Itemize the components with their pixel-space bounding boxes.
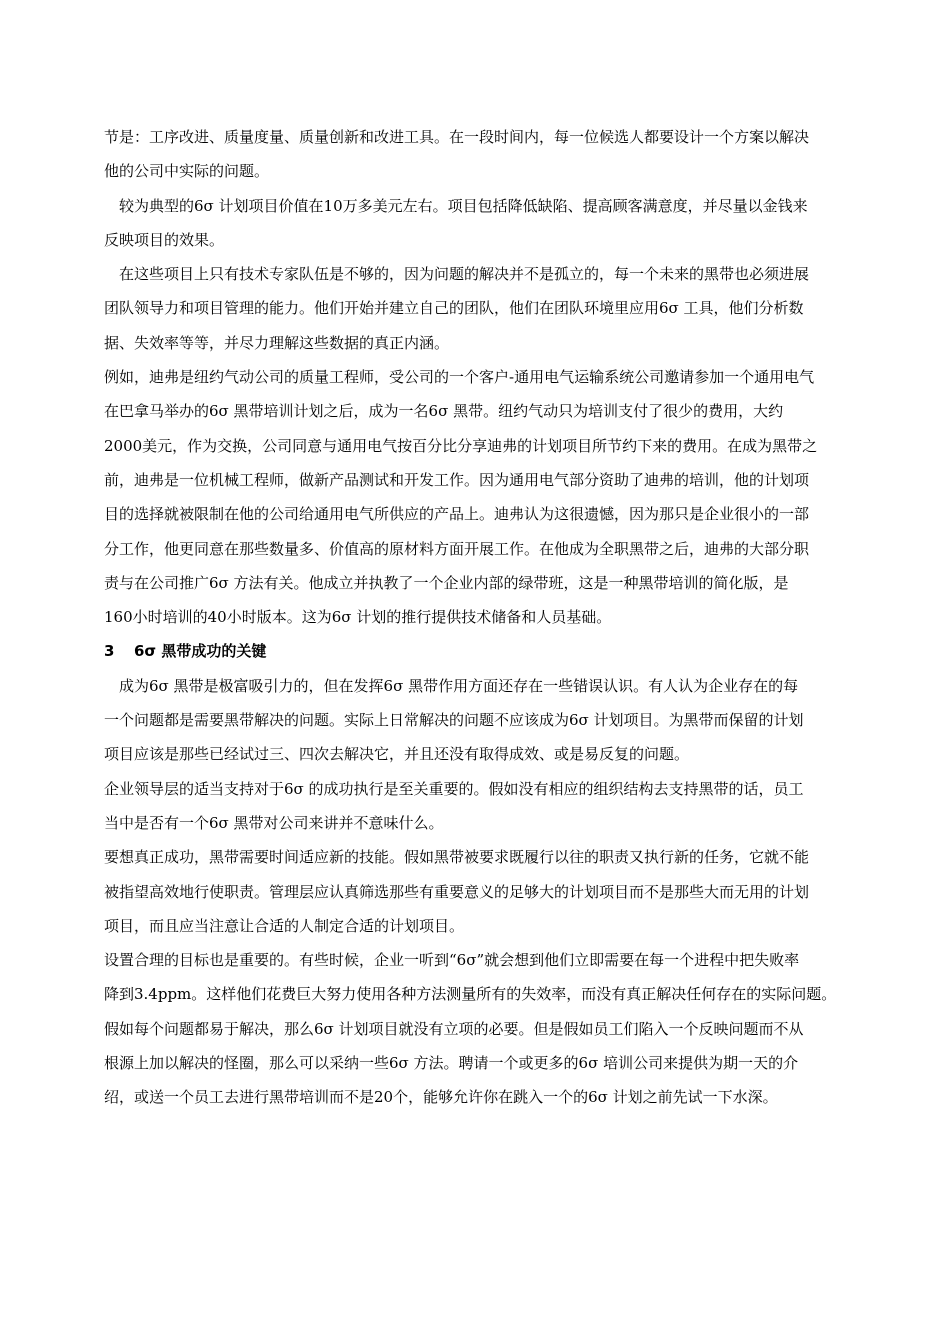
section-title: 6σ 黑带成功的关键 bbox=[134, 642, 267, 661]
document-body bbox=[104, 120, 864, 1115]
text-line: 他的公司中实际的问题。 bbox=[104, 162, 270, 181]
text-line: 据、失效率等等，并尽力理解这些数据的真正内涵。 bbox=[104, 333, 450, 352]
text-line: 被指望高效地行使职责。管理层应认真筛选那些有重要意义的足够大的计划项目而不是那些大而无用的计划 bbox=[104, 882, 810, 901]
text-line: 节是：工序改进、质量度量、质量创新和改进工具。在一段时间内，每一位候选人都要设计一个方案以解决 bbox=[104, 128, 810, 146]
text-line: 在巴拿马举办的6σ 黑带培训计划之后，成为一名6σ 黑带。纽约气动只为培训支付了很少的费用，大约 bbox=[104, 402, 784, 421]
text-line: 目的选择就被限制在他的公司给通用电气所供应的产品上。迪弗认为这很遗憾，因为那只是企业很小的一部 bbox=[104, 505, 810, 524]
text-line: 项目，而且应当注意让合适的人制定合适的计划项目。 bbox=[104, 916, 465, 935]
text-line: 在这些项目上只有技术专家队伍是不够的，因为问题的解决并不是孤立的，每一个未来的黑带也必须进展 bbox=[119, 265, 810, 284]
text-line: 分工作，他更同意在那些数量多、价值高的原材料方面开展工作。在他成为全职黑带之后，迪弗的大部分职 bbox=[104, 539, 810, 558]
text-line: 根源上加以解决的怪圈，那么可以采纳一些6σ 方法。聘请一个或更多的6σ 培训公司来提供为期一天的介 bbox=[104, 1054, 799, 1073]
text-line: 降到3.4ppm。这样他们花费巨大努力使用各种方法测量所有的失效率，而没有真正解决任何存在的实际问题。 bbox=[104, 985, 837, 1004]
text-line: 前，迪弗是一位机械工程师，做新产品测试和开发工作。因为通用电气部分资助了迪弗的培训，他的计划项 bbox=[104, 470, 810, 489]
text-line: 2000美元，作为交换，公司同意与通用电气按百分比分享迪弗的计划项目所节约下来的费用。在成为黑带之 bbox=[104, 436, 818, 455]
text-line: 当中是否有一个6σ 黑带对公司来讲并不意味什么。 bbox=[104, 813, 444, 832]
text-line: 反映项目的效果。 bbox=[104, 230, 225, 249]
section-heading bbox=[104, 634, 864, 668]
text-line: 成为6σ 黑带是极富吸引力的，但在发挥6σ 黑带作用方面还存在一些错误认识。有人认为企业存在的每 bbox=[119, 676, 799, 695]
text-line: 较为典型的6σ 计划项目价值在10万多美元左右。项目包括降低缺陷、提高顾客满意度，并尽量以金钱来 bbox=[119, 196, 808, 215]
text-line: 例如，迪弗是纽约气动公司的质量工程师，受公司的一个客户-通用电气运输系统公司邀请参加一个通用电气 bbox=[104, 368, 815, 387]
text-line: 绍，或送一个员工去进行黑带培训而不是20个，能够允许你在跳入一个的6σ 计划之前先试一下水深。 bbox=[104, 1088, 778, 1107]
text-line: 假如每个问题都易于解决，那么6σ 计划项目就没有立项的必要。但是假如员工们陷入一个反映问题而不从 bbox=[104, 1019, 804, 1038]
text-line: 一个问题都是需要黑带解决的问题。实际上日常解决的问题不应该成为6σ 计划项目。为黑带而保留的计划 bbox=[104, 711, 804, 730]
text-line: 160小时培训的40小时版本。这为6σ 计划的推行提供技术储备和人员基础。 bbox=[104, 608, 612, 627]
text-line: 项目应该是那些已经试过三、四次去解决它，并且还没有取得成效、或是易反复的问题。 bbox=[104, 745, 690, 764]
text-line: 团队领导力和项目管理的能力。他们开始并建立自己的团队，他们在团队环境里应用6σ 工具，他们分析数 bbox=[104, 299, 804, 318]
text-line: 企业领导层的适当支持对于6σ 的成功执行是至关重要的。假如没有相应的组织结构去支持黑带的话，员工 bbox=[104, 779, 804, 798]
text-line: 要想真正成功，黑带需要时间适应新的技能。假如黑带被要求既履行以往的职责又执行新的任务，它就不能 bbox=[104, 848, 810, 867]
text-line: 设置合理的目标也是重要的。有些时候，企业一听到“6σ”就会想到他们立即需要在每一个进程中把失败率 bbox=[104, 951, 800, 970]
text-line: 责与在公司推广6σ 方法有关。他成立并执教了一个企业内部的绿带班，这是一种黑带培训的简化版，是 bbox=[104, 573, 789, 592]
section-number: 3 bbox=[104, 642, 115, 661]
